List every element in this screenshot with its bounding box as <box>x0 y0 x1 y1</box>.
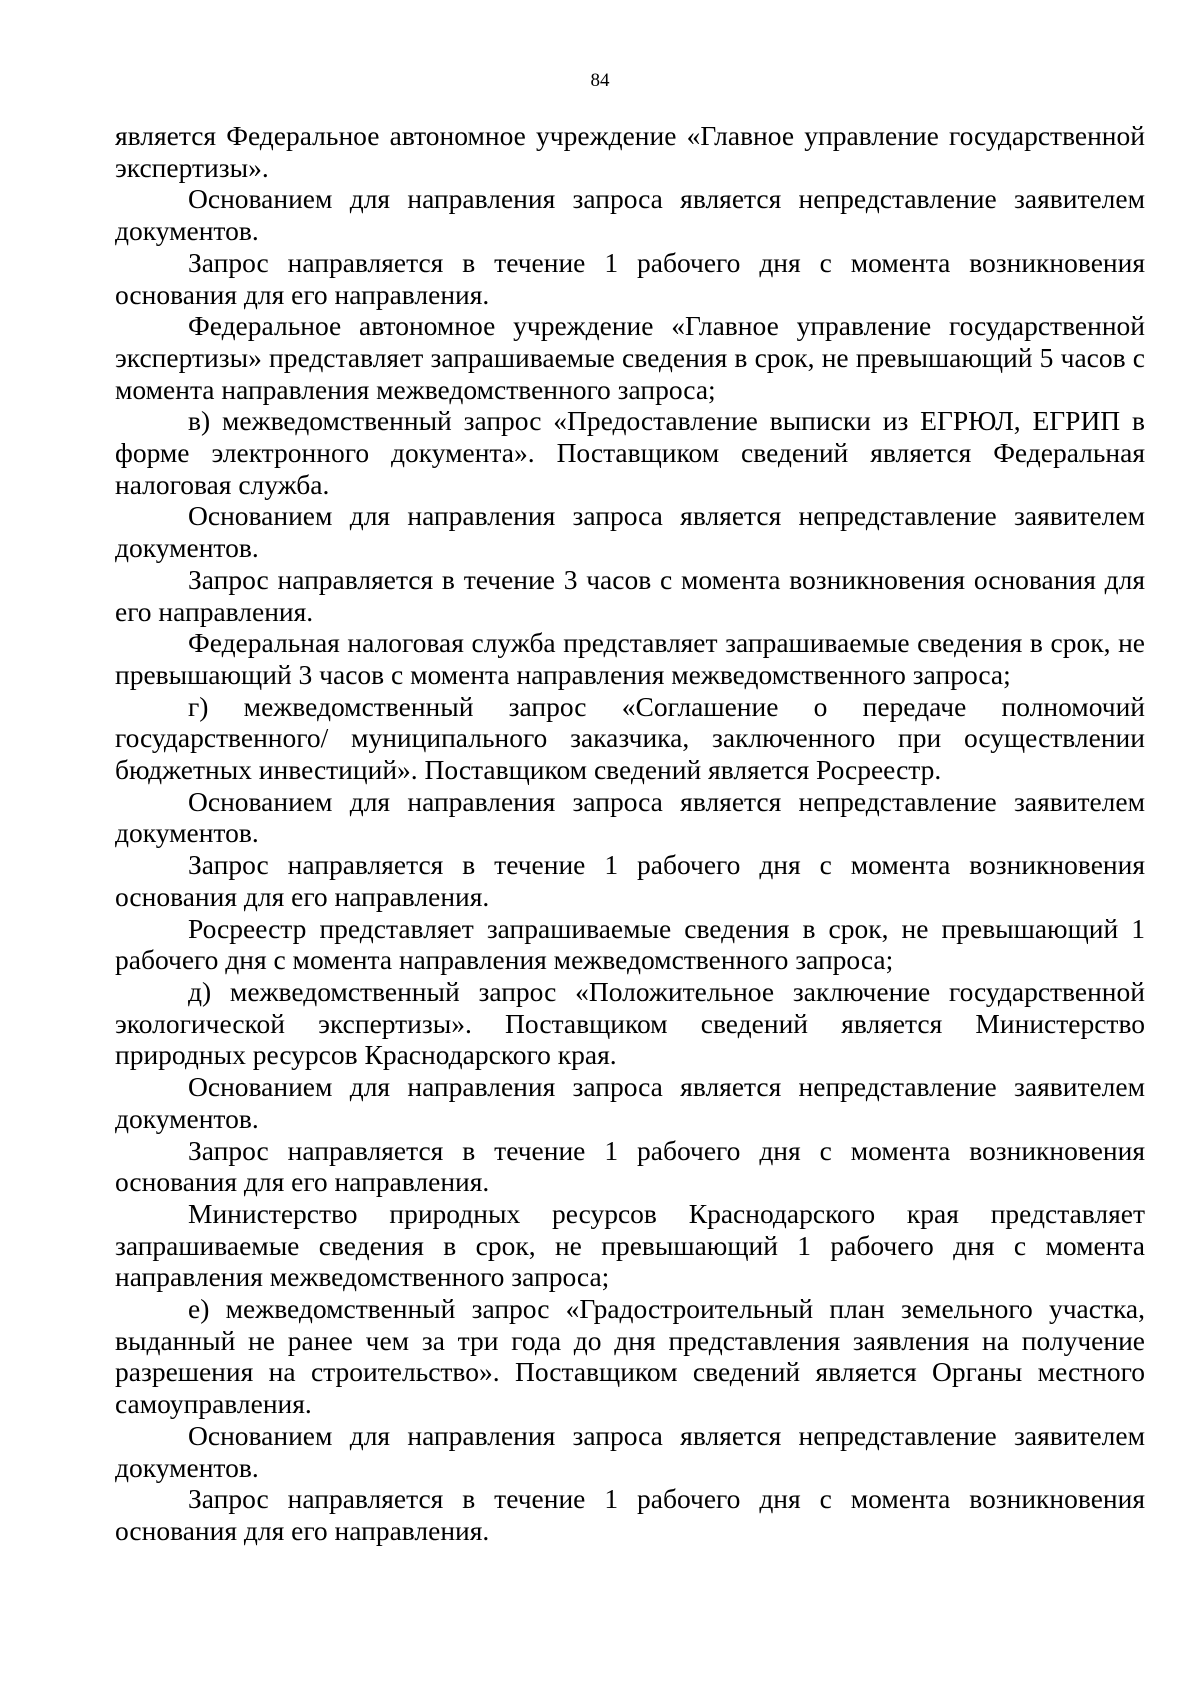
page-number: 84 <box>590 70 610 91</box>
paragraph: Федеральное автономное учреждение «Главное управление государственной экспертизы» представляет запрашиваемые сведения в срок, не превышающий 5 часов с момента направления межведомственного запроса; <box>115 310 1145 405</box>
paragraph: Федеральная налоговая служба представляет запрашиваемые сведения в срок, не превышающий 3 часов с момента направления межведомственного запроса; <box>115 627 1145 690</box>
paragraph: в) межведомственный запрос «Предоставление выписки из ЕГРЮЛ, ЕГРИП в форме электронного документа». Поставщиком сведений является Федеральная налоговая служба. <box>115 405 1145 500</box>
paragraph: е) межведомственный запрос «Градостроительный план земельного участка, выданный не ранее чем за три года до дня представления заявления на получение разрешения на строительство». Поставщиком сведений является Органы местного самоуправления. <box>115 1293 1145 1420</box>
paragraph: Министерство природных ресурсов Краснодарского края представляет запрашиваемые сведения в срок, не превышающий 1 рабочего дня с момента направления межведомственного запроса; <box>115 1197 1145 1293</box>
paragraph: д) межведомственный запрос «Положительное заключение государственной экологической экспертизы». Поставщиком сведений является Министерство природных ресурсов Краснодарского края. <box>115 975 1145 1071</box>
paragraph: Запрос направляется в течение 1 рабочего дня с момента возникновения основания для его направления. <box>115 849 1145 912</box>
document-body <box>115 120 1145 1547</box>
paragraph: Основанием для направления запроса является непредставление заявителем документов. <box>115 1071 1145 1134</box>
paragraph: Основанием для направления запроса является непредставление заявителем документов. <box>115 500 1145 564</box>
paragraph: Запрос направляется в течение 3 часов с момента возникновения основания для его направления. <box>115 563 1145 627</box>
paragraph: Запрос направляется в течение 1 рабочего дня с момента возникновения основания для его направления. <box>115 1134 1145 1198</box>
paragraph: Основанием для направления запроса является непредставление заявителем документов. <box>115 785 1145 849</box>
paragraph: Росреестр представляет запрашиваемые сведения в срок, не превышающий 1 рабочего дня с момента направления межведомственного запроса; <box>115 912 1145 976</box>
paragraph: является Федеральное автономное учреждение «Главное управление государственной экспертизы». <box>115 120 1145 183</box>
paragraph: Основанием для направления запроса является непредставление заявителем документов. <box>115 1419 1145 1483</box>
paragraph: Основанием для направления запроса является непредставление заявителем документов. <box>115 183 1145 247</box>
paragraph: г) межведомственный запрос «Соглашение о передаче полномочий государственного/ муниципального заказчика, заключенного при осуществлении бюджетных инвестиций». Поставщиком сведений является Росреестр. <box>115 690 1145 786</box>
paragraph: Запрос направляется в течение 1 рабочего дня с момента возникновения основания для его направления. <box>115 246 1145 310</box>
paragraph: Запрос направляется в течение 1 рабочего дня с момента возникновения основания для его направления. <box>115 1483 1145 1546</box>
